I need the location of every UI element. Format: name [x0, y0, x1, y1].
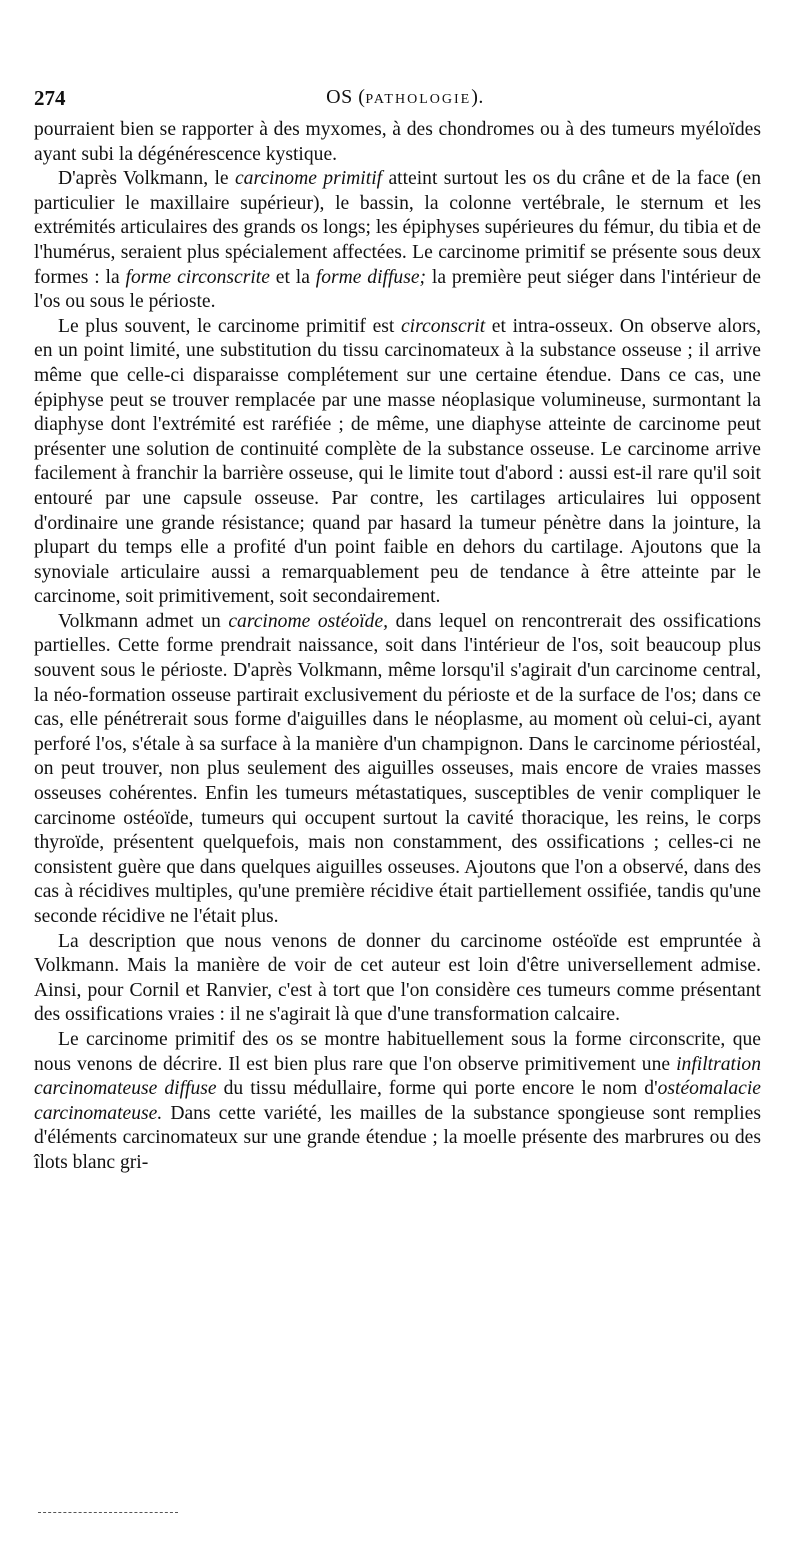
paragraph: [34, 315, 761, 610]
running-head-small-caps: PATHOLOGIE: [365, 92, 472, 107]
body-text: [34, 118, 761, 1176]
paragraph: [34, 167, 761, 315]
text-run: Le carcinome primitif des os se montre habituellement sous la forme circonscrite, que nous venons de décrire. Il est bien plus rare que l'on observe primitivement une: [34, 1028, 761, 1075]
italic-term: infiltration carcinomateuse diffuse: [34, 1053, 761, 1100]
text-run: du tissu médullaire, forme qui porte encore le nom d': [216, 1078, 658, 1100]
paragraph: [34, 930, 761, 1028]
paragraph: [34, 1028, 761, 1176]
italic-term: forme diffuse;: [315, 266, 427, 288]
text-run: La description que nous venons de donner du carcinome ostéoïde est empruntée à Volkmann. Mais la manière de voir de cet auteur est loin d'être universellement admise. Ainsi, pour Cornil et Ranvier, c'est à tort que l'on considère ces tumeurs comme présentant des ossifications vraies : il ne s'agirait là que d'une transformation calcaire.: [34, 930, 761, 1026]
italic-term: circonscrit: [400, 315, 486, 337]
page-header: [34, 86, 776, 112]
italic-term: forme circonscrite: [125, 266, 270, 288]
italic-term: ostéomalacie carcinomateuse.: [34, 1078, 761, 1124]
text-run: Dans cette variété, les mailles de la substance spongieuse sont remplies d'éléments carcinomateux sur une grande étendue ; la moelle présente des marbrures ou des îlots blanc gri-: [34, 1102, 761, 1173]
text-run: Volkmann admet un: [58, 610, 229, 632]
text-run: Le plus souvent, le carcinome primitif est: [58, 315, 401, 337]
italic-term: carcinome primitif: [234, 168, 383, 190]
running-head-end: ).: [471, 86, 484, 108]
text-run: D'après Volkmann, le: [58, 168, 235, 190]
text-run: la première peut siéger dans l'intérieur de l'os ou sous le périoste.: [34, 266, 761, 313]
text-run: dans lequel on rencontrerait des ossifications partielles. Cette forme prendrait naissance, soit dans l'intérieur de l'os, soit beaucoup plus souvent sous le périoste. D'après Volkmann, même lorsqu'il s'agirait d'un carcinome central, la néo-formation osseuse partirait exclusivement du périoste et de la surface de l'os; dans ce cas, elle pénétrerait sous forme d'aiguilles dans le néoplasme, au moment où celui-ci, ayant perforé l'os, s'étale à sa surface à la manière d'un champignon. Dans le carcinome périostéal, on peut trouver, non plus seulement des aiguilles osseuses, mais encore de vraies masses osseuses cohérentes. Enfin les tumeurs métastatiques, susceptibles de venir compliquer le carcinome ostéoïde, tumeurs qui occupent surtout la cavité thoracique, les reins, le corps thyroïde, présentent quelquefois, mais non constamment, des ossifications ; celles-ci ne consistent guère que dans quelques aiguilles osseuses. Ajoutons que l'on a observé, dans des cas à récidives multiples, qu'une première récidive était partiellement ossifiée, tandis qu'une seconde récidive ne l'était plus.: [34, 610, 761, 927]
footer-rule: [38, 1512, 178, 1513]
text-run: et la: [269, 266, 316, 288]
text-run: et intra-osseux. On observe alors, en un point limité, une substitution du tissu carcinomateux à la substance osseuse ; il arrive même que celle-ci disparaisse complétement sur une certaine étendue. Dans ce cas, une épiphyse peut se trouver remplacée par une masse néoplasique volumineuse, surmontant la diaphyse dont l'extrémité est raréfiée ; de même, une diaphyse atteinte de carcinome peut présenter une solution de continuité complète de la substance osseuse. Le carcinome arrive facilement à franchir la barrière osseuse, qui le limite tout d'abord : aussi est-il rare qu'il soit entouré par une capsule osseuse. Par contre, les cartilages articulaires lui opposent d'ordinaire une grande résistance; quand par hasard la tumeur pénètre dans la jointure, la plupart du temps elle a profité d'un point faible en dehors du cartilage. Ajoutons que la synoviale articulaire aussi a remarquablement peu de tendance à être atteinte par le carcinome, soit primitivement, soit secondairement.: [34, 315, 762, 608]
running-head-start: OS (: [326, 86, 366, 108]
running-head: [34, 86, 776, 109]
paragraph: [34, 118, 761, 167]
text-run: pourraient bien se rapporter à des myxomes, à des chondromes ou à des tumeurs myéloïdes ayant subi la dégénérescence kystique.: [34, 119, 761, 165]
italic-term: carcinome ostéoïde,: [228, 610, 389, 632]
text-run: atteint surtout les os du crâne et de la face (en particulier le maxillaire supérieur), le bassin, la colonne vertébrale, le sternum et les extrémités articulaires des grands os longs; les épiphyses supérieures du fémur, du tibia et de l'humérus, seraient plus spécialement affectées. Le carcinome primitif se présente sous deux formes : la: [34, 168, 761, 288]
page-number: 274: [34, 86, 66, 110]
paragraph: [34, 610, 761, 930]
